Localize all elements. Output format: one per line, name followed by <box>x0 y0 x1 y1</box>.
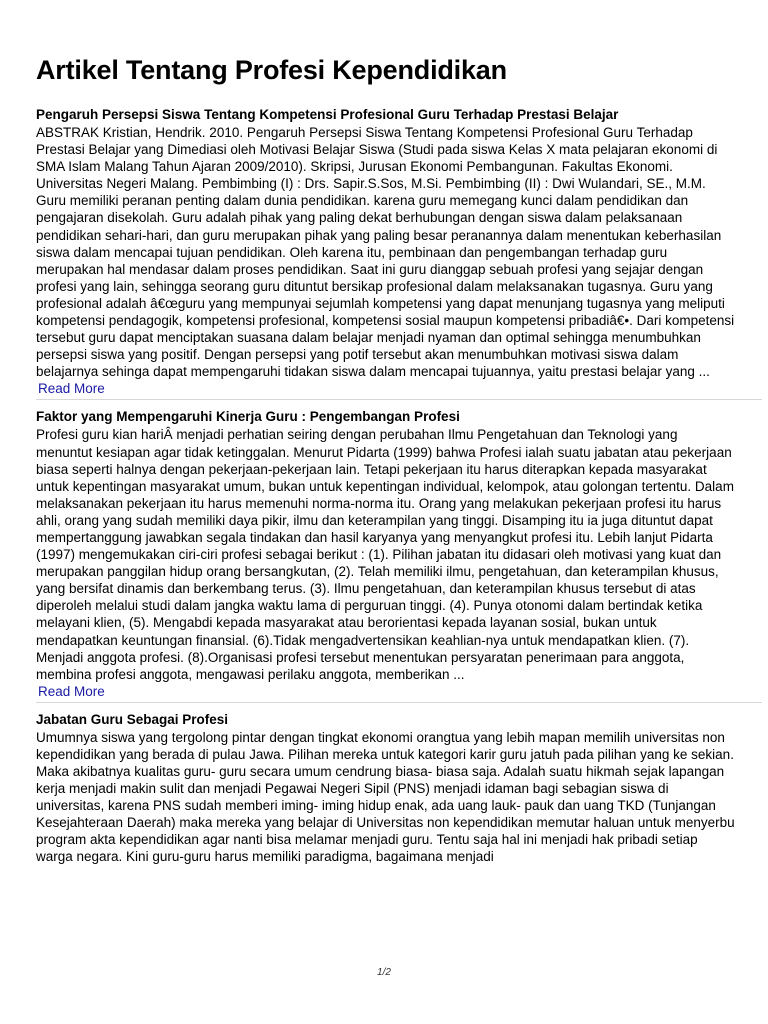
page-number: 1/2 <box>377 967 391 978</box>
article-item <box>36 711 736 866</box>
article-list <box>36 106 736 866</box>
article-title: Faktor yang Mempengaruhi Kinerja Guru : Pengembangan Profesi <box>36 409 460 425</box>
read-more-link[interactable]: Read More <box>38 381 105 397</box>
article-footer <box>36 683 762 703</box>
article-body: ABSTRAK Kristian, Hendrik. 2010. Pengaruh Persepsi Siswa Tentang Kompetensi Profesional Guru Terhadap Prestasi Belajar yang Dimediasi oleh Motivasi Belajar Siswa (Studi pada siswa Kelas X mata pelajaran ekonomi di SMA Islam Malang Tahun Ajaran 2009/2010). Skripsi, Jurusan Ekonomi Pembangunan. Fakultas Ekonomi. Universitas Negeri Malang. Pembimbing (I) : Drs. Sapir.S.Sos, M.Si. Pembimbing (II) : Dwi Wulandari, SE., M.M. Guru memiliki peranan penting dalam dunia pendidikan. karena guru memegang kunci dalam pendidikan dan pengajaran disekolah. Guru adalah pihak yang paling dekat berhubungan dengan siswa dalam pelaksanaan pendidikan sehari-hari, dan guru merupakan pihak yang paling besar peranannya dalam menentukan keberhasilan siswa dalam mencapai tujuan pendidikan. Oleh karena itu, pembinaan dan pengembangan terhadap guru merupakan hal mendasar dalam proses pendidikan. Saat ini guru dianggap sebuah profesi yang sejajar dengan profesi yang lain, sehingga seorang guru dituntut bersikap profesional dalam melaksanakan tugasnya. Guru yang profesional adalah â€œguru yang mempunyai sejumlah kompetensi yang dapat menunjang tugasnya yang meliputi kompetensi pendagogik, kompetensi profesional, kompetensi sosial maupun kompetensi pribadiâ€•. Dari kompetensi tersebut guru dapat menciptakan suasana dalam belajar menjadi nyaman dan optimal sehingga menumbuhkan persepsi siswa yang positif. Dengan persepsi yang potif tersebut akan menumbuhkan motivasi siswa dalam belajarnya sehinga dapat mempengaruhi tidakan siswa dalam mencapai tujuannya, yaitu prestasi belajar yang ... <box>36 125 735 380</box>
article-body: Umumnya siswa yang tergolong pintar dengan tingkat ekonomi orangtua yang lebih mapan memilih universitas non kependidikan yang berada di pulau Jawa. Pilihan mereka untuk kategori karir guru jatuh pada pilihan yang ke sekian. Maka akibatnya kualitas guru- guru secara umum cendrung biasa- biasa saja. Adalah suatu hikmah sejak lapangan kerja menjadi makin sulit dan menjadi Pegawai Negeri Sipil (PNS) menjadi idaman bagi sebagian siswa di universitas, karena PNS sudah memberi iming- iming hidup enak, ada uang lauk- pauk dan uang TKD (Tunjangan Kesejahteraan Daerah) maka mereka yang belajar di Universitas non kependidikan memutar haluan untuk menyerbu program akta kependidikan agar nanti bisa melamar menjadi guru. Tentu saja hal ini menjadi hak pribadi setiap warga negara. Kini guru-guru harus memiliki paradigma, bagaimana menjadi <box>36 729 735 865</box>
page-title: Artikel Tentang Profesi Kependidikan <box>36 55 507 85</box>
article-title: Jabatan Guru Sebagai Profesi <box>36 711 229 727</box>
article-body: Profesi guru kian hariÂ menjadi perhatian seiring dengan perubahan Ilmu Pengetahuan dan Teknologi yang menuntut kesiapan agar tidak ketinggalan. Menurut Pidarta (1999) bahwa Profesi ialah suatu jabatan atau pekerjaan biasa seperti halnya dengan pekerjaan-pekerjaan lain. Tetapi pekerjaan itu harus diterapkan kepada masyarakat untuk kepentingan masyarakat umum, bukan untuk kepentingan individual, kelompok, atau golongan tertentu. Dalam melaksanakan pekerjaan itu harus memenuhi norma-norma itu. Orang yang melakukan pekerjaan profesi itu harus ahli, orang yang sudah memiliki daya pikir, ilmu dan keterampilan yang tinggi. Disamping itu ia juga dituntut dapat mempertanggung jawabkan segala tindakan dan hasil karyanya yang menyangkut profesi itu. Lebih lanjut Pidarta (1997) mengemukakan ciri-ciri profesi sebagai berikut : (1). Pilihan jabatan itu didasari oleh motivasi yang kuat dan merupakan panggilan hidup orang bersangkutan, (2). Telah memiliki ilmu, pengetahuan, dan keterampilan khusus, yang bersifat dinamis dan berkembang terus. (3). Ilmu pengetahuan, dan keterampilan khusus tersebut di atas diperoleh melalui studi dalam jangka waktu lama di perguruan tinggi. (4). Punya otonomi dalam bertindak ketika melayani klien, (5). Mengabdi kepada masyarakat atau berorientasi kepada layanan sosial, bukan untuk mendapatkan keuntungan finansial. (6).Tidak mengadvertensikan keahlian-nya untuk mendapatkan klien. (7). Menjadi anggota profesi. (8).Organisasi profesi tersebut menentukan persyaratan penerimaan para anggota, membina profesi anggota, mengawasi perilaku anggota, memberikan ... <box>36 427 734 682</box>
article-footer <box>36 380 762 400</box>
read-more-link[interactable]: Read More <box>38 683 105 699</box>
article-item <box>36 106 736 400</box>
article-item <box>36 408 736 702</box>
article-title: Pengaruh Persepsi Siswa Tentang Kompetensi Profesional Guru Terhadap Prestasi Belajar <box>36 107 619 122</box>
